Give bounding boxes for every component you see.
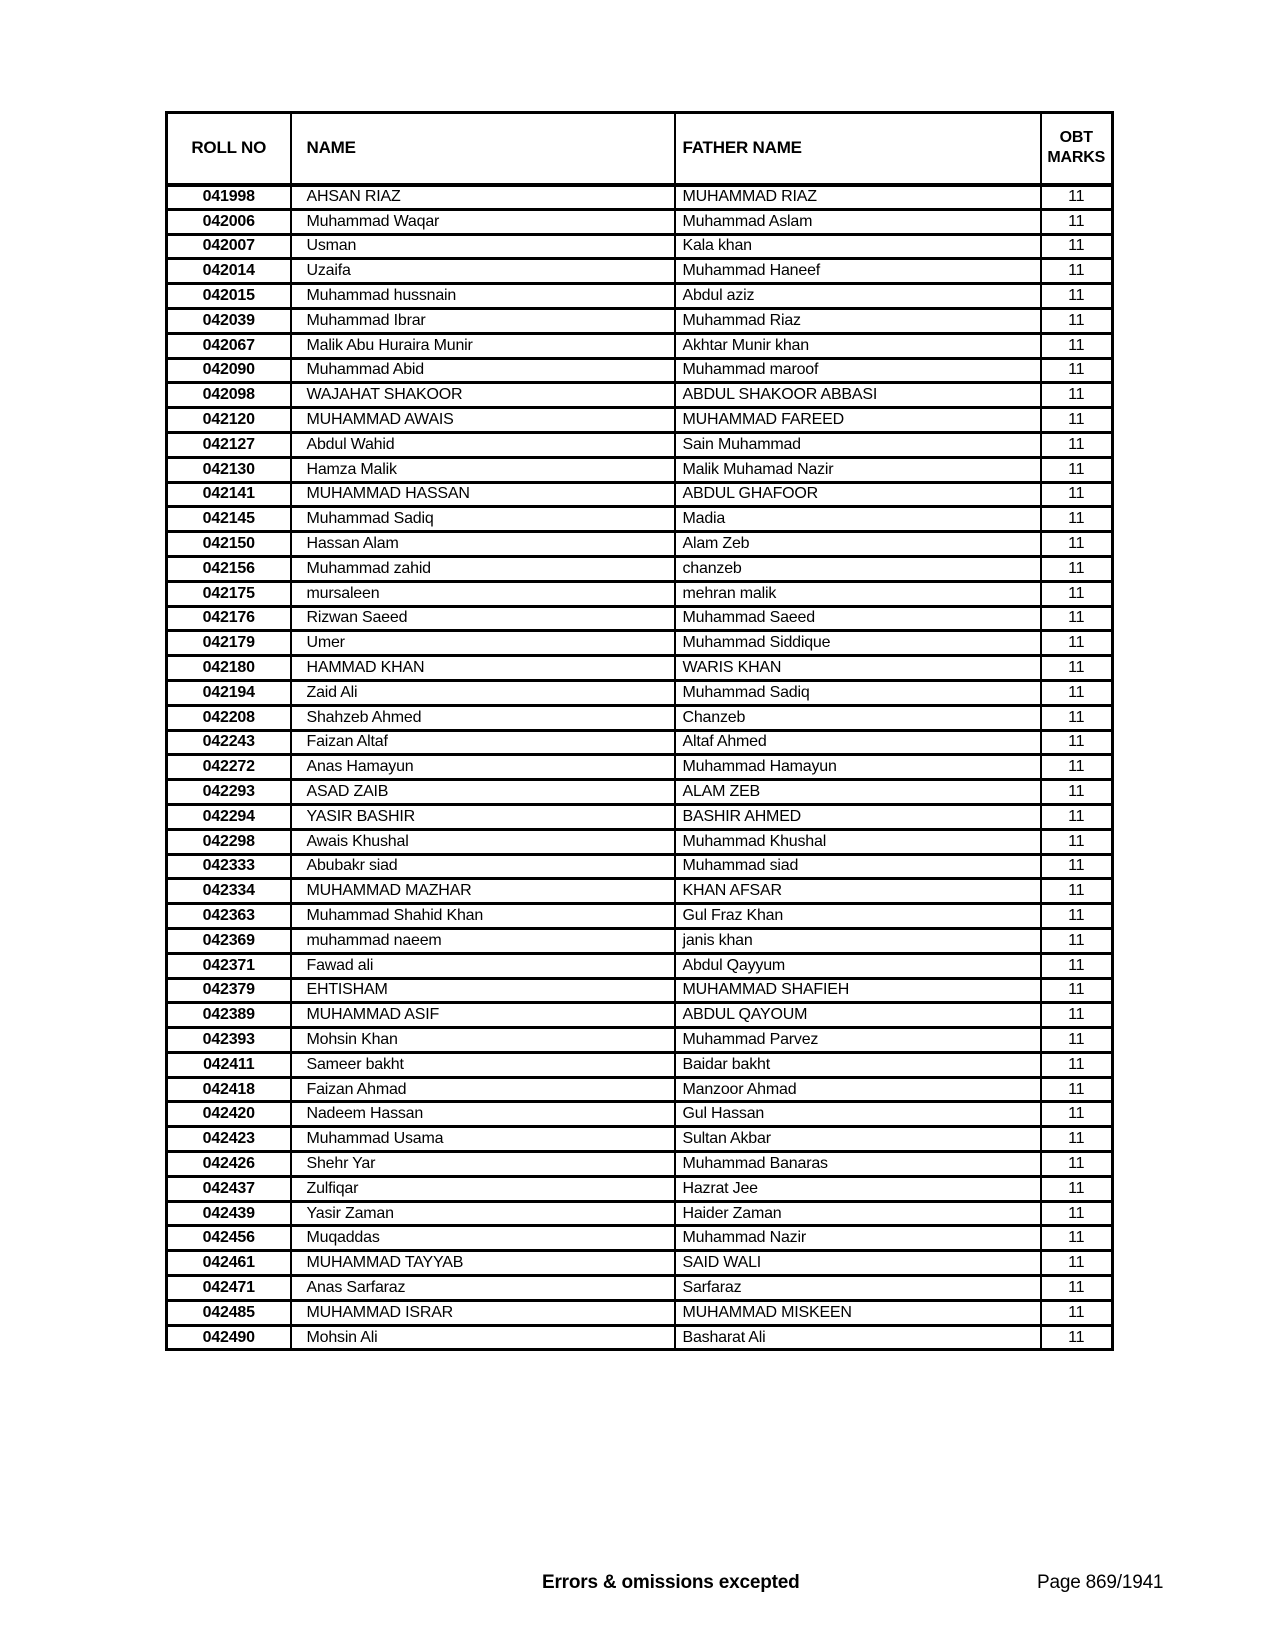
table-row <box>167 1201 1113 1226</box>
roll-no-cell: 042194 <box>167 680 291 705</box>
obt-marks-cell: 11 <box>1041 259 1113 284</box>
roll-no-cell: 042333 <box>167 854 291 879</box>
table-row <box>167 1028 1113 1053</box>
father-name-cell: MUHAMMAD RIAZ <box>675 185 1041 210</box>
roll-no-cell: 042369 <box>167 928 291 953</box>
roll-no-cell: 042176 <box>167 606 291 631</box>
table-row <box>167 358 1113 383</box>
father-name-cell: mehran malik <box>675 581 1041 606</box>
table-row <box>167 383 1113 408</box>
father-name-cell: Haider Zaman <box>675 1201 1041 1226</box>
obt-marks-cell: 11 <box>1041 730 1113 755</box>
obt-marks-cell: 11 <box>1041 829 1113 854</box>
name-cell: MUHAMMAD ASIF <box>291 1003 675 1028</box>
name-cell: Shahzeb Ahmed <box>291 705 675 730</box>
father-name-cell: SAID WALI <box>675 1251 1041 1276</box>
table-header <box>167 113 1113 185</box>
obt-marks-cell: 11 <box>1041 928 1113 953</box>
father-name-cell: Muhammad siad <box>675 854 1041 879</box>
name-cell: Muhammad Ibrar <box>291 308 675 333</box>
father-name-cell: chanzeb <box>675 556 1041 581</box>
table-row <box>167 1152 1113 1177</box>
obt-marks-cell: 11 <box>1041 953 1113 978</box>
obt-marks-cell: 11 <box>1041 383 1113 408</box>
name-cell: HAMMAD KHAN <box>291 656 675 681</box>
father-name-cell: Muhammad Aslam <box>675 209 1041 234</box>
table-row <box>167 928 1113 953</box>
obt-marks-cell: 11 <box>1041 1127 1113 1152</box>
table-row <box>167 457 1113 482</box>
roll-no-cell: 042423 <box>167 1127 291 1152</box>
obt-marks-cell: 11 <box>1041 1251 1113 1276</box>
obt-marks-cell: 11 <box>1041 457 1113 482</box>
table-row <box>167 1251 1113 1276</box>
obt-marks-cell: 11 <box>1041 1201 1113 1226</box>
roll-no-cell: 042363 <box>167 904 291 929</box>
table-row <box>167 829 1113 854</box>
table-row <box>167 755 1113 780</box>
header-name: NAME <box>291 113 675 185</box>
obt-marks-cell: 11 <box>1041 532 1113 557</box>
name-cell: MUHAMMAD HASSAN <box>291 482 675 507</box>
father-name-cell: KHAN AFSAR <box>675 879 1041 904</box>
header-obt-marks: OBT MARKS <box>1041 113 1113 185</box>
roll-no-cell: 042098 <box>167 383 291 408</box>
name-cell: Abdul Wahid <box>291 432 675 457</box>
obt-marks-cell: 11 <box>1041 631 1113 656</box>
obt-marks-cell: 11 <box>1041 1226 1113 1251</box>
father-name-cell: MUHAMMAD MISKEEN <box>675 1300 1041 1325</box>
name-cell: Sameer bakht <box>291 1052 675 1077</box>
roll-no-cell: 042439 <box>167 1201 291 1226</box>
father-name-cell: ABDUL QAYOUM <box>675 1003 1041 1028</box>
obt-marks-cell: 11 <box>1041 1003 1113 1028</box>
father-name-cell: Baidar bakht <box>675 1052 1041 1077</box>
name-cell: Muhammad Sadiq <box>291 507 675 532</box>
table-row <box>167 656 1113 681</box>
name-cell: MUHAMMAD AWAIS <box>291 408 675 433</box>
name-cell: WAJAHAT SHAKOOR <box>291 383 675 408</box>
roll-no-cell: 042130 <box>167 457 291 482</box>
roll-no-cell: 042272 <box>167 755 291 780</box>
table-row <box>167 259 1113 284</box>
obt-marks-cell: 11 <box>1041 333 1113 358</box>
table-row <box>167 556 1113 581</box>
name-cell: Fawad ali <box>291 953 675 978</box>
father-name-cell: Gul Hassan <box>675 1102 1041 1127</box>
table-row <box>167 904 1113 929</box>
name-cell: Usman <box>291 234 675 259</box>
obt-marks-cell: 11 <box>1041 482 1113 507</box>
roll-no-cell: 042293 <box>167 780 291 805</box>
obt-marks-cell: 11 <box>1041 755 1113 780</box>
roll-no-cell: 042490 <box>167 1325 291 1350</box>
roll-no-cell: 042015 <box>167 284 291 309</box>
roll-no-cell: 042420 <box>167 1102 291 1127</box>
name-cell: Muhammad Abid <box>291 358 675 383</box>
results-table <box>165 111 1114 1351</box>
table-row <box>167 705 1113 730</box>
father-name-cell: Muhammad Nazir <box>675 1226 1041 1251</box>
footer-note: Errors & omissions excepted <box>542 1572 800 1593</box>
father-name-cell: Kala khan <box>675 234 1041 259</box>
father-name-cell: Sultan Akbar <box>675 1127 1041 1152</box>
roll-no-cell: 042006 <box>167 209 291 234</box>
table-row <box>167 234 1113 259</box>
roll-no-cell: 042461 <box>167 1251 291 1276</box>
father-name-cell: Alam Zeb <box>675 532 1041 557</box>
roll-no-cell: 042141 <box>167 482 291 507</box>
roll-no-cell: 042039 <box>167 308 291 333</box>
roll-no-cell: 042389 <box>167 1003 291 1028</box>
obt-marks-cell: 11 <box>1041 284 1113 309</box>
name-cell: Uzaifa <box>291 259 675 284</box>
name-cell: muhammad naeem <box>291 928 675 953</box>
roll-no-cell: 042294 <box>167 804 291 829</box>
name-cell: Malik Abu Huraira Munir <box>291 333 675 358</box>
roll-no-cell: 042437 <box>167 1176 291 1201</box>
table-row <box>167 978 1113 1003</box>
father-name-cell: ABDUL SHAKOOR ABBASI <box>675 383 1041 408</box>
father-name-cell: MUHAMMAD FAREED <box>675 408 1041 433</box>
table-row <box>167 1127 1113 1152</box>
table-row <box>167 507 1113 532</box>
name-cell: YASIR BASHIR <box>291 804 675 829</box>
table-row <box>167 854 1113 879</box>
roll-no-cell: 042485 <box>167 1300 291 1325</box>
results-table-body <box>167 185 1113 1350</box>
roll-no-cell: 042393 <box>167 1028 291 1053</box>
father-name-cell: ALAM ZEB <box>675 780 1041 805</box>
name-cell: Muhammad Shahid Khan <box>291 904 675 929</box>
obt-marks-cell: 11 <box>1041 1176 1113 1201</box>
roll-no-cell: 042411 <box>167 1052 291 1077</box>
table-row <box>167 1300 1113 1325</box>
table-row <box>167 209 1113 234</box>
obt-marks-cell: 11 <box>1041 1276 1113 1301</box>
table-row <box>167 730 1113 755</box>
name-cell: Muqaddas <box>291 1226 675 1251</box>
name-cell: MUHAMMAD TAYYAB <box>291 1251 675 1276</box>
name-cell: Mohsin Khan <box>291 1028 675 1053</box>
roll-no-cell: 042150 <box>167 532 291 557</box>
father-name-cell: Abdul aziz <box>675 284 1041 309</box>
roll-no-cell: 042007 <box>167 234 291 259</box>
father-name-cell: Muhammad maroof <box>675 358 1041 383</box>
table-row <box>167 432 1113 457</box>
father-name-cell: Muhammad Haneef <box>675 259 1041 284</box>
obt-marks-cell: 11 <box>1041 804 1113 829</box>
father-name-cell: Altaf Ahmed <box>675 730 1041 755</box>
obt-marks-cell: 11 <box>1041 1052 1113 1077</box>
obt-marks-cell: 11 <box>1041 408 1113 433</box>
roll-no-cell: 041998 <box>167 185 291 210</box>
table-row <box>167 780 1113 805</box>
table-row <box>167 804 1113 829</box>
name-cell: Abubakr siad <box>291 854 675 879</box>
father-name-cell: Madia <box>675 507 1041 532</box>
obt-marks-cell: 11 <box>1041 978 1113 1003</box>
father-name-cell: Muhammad Banaras <box>675 1152 1041 1177</box>
father-name-cell: Gul Fraz Khan <box>675 904 1041 929</box>
obt-marks-cell: 11 <box>1041 185 1113 210</box>
father-name-cell: MUHAMMAD SHAFIEH <box>675 978 1041 1003</box>
father-name-cell: BASHIR AHMED <box>675 804 1041 829</box>
father-name-cell: Abdul Qayyum <box>675 953 1041 978</box>
table-row <box>167 1226 1113 1251</box>
roll-no-cell: 042145 <box>167 507 291 532</box>
roll-no-cell: 042179 <box>167 631 291 656</box>
father-name-cell: Hazrat Jee <box>675 1176 1041 1201</box>
roll-no-cell: 042156 <box>167 556 291 581</box>
table-row <box>167 1052 1113 1077</box>
father-name-cell: Chanzeb <box>675 705 1041 730</box>
header-father-name: FATHER NAME <box>675 113 1041 185</box>
roll-no-cell: 042426 <box>167 1152 291 1177</box>
table-row <box>167 1325 1113 1350</box>
father-name-cell: Sain Muhammad <box>675 432 1041 457</box>
name-cell: Faizan Altaf <box>291 730 675 755</box>
father-name-cell: Muhammad Parvez <box>675 1028 1041 1053</box>
name-cell: MUHAMMAD ISRAR <box>291 1300 675 1325</box>
table-row <box>167 482 1113 507</box>
name-cell: Zulfiqar <box>291 1176 675 1201</box>
obt-marks-cell: 11 <box>1041 1152 1113 1177</box>
roll-no-cell: 042334 <box>167 879 291 904</box>
father-name-cell: Akhtar Munir khan <box>675 333 1041 358</box>
name-cell: Hamza Malik <box>291 457 675 482</box>
name-cell: mursaleen <box>291 581 675 606</box>
father-name-cell: Muhammad Hamayun <box>675 755 1041 780</box>
footer-page-number: Page 869/1941 <box>1037 1572 1164 1593</box>
obt-marks-cell: 11 <box>1041 680 1113 705</box>
obt-marks-cell: 11 <box>1041 1028 1113 1053</box>
name-cell: Yasir Zaman <box>291 1201 675 1226</box>
name-cell: Anas Hamayun <box>291 755 675 780</box>
roll-no-cell: 042127 <box>167 432 291 457</box>
father-name-cell: janis khan <box>675 928 1041 953</box>
father-name-cell: WARIS KHAN <box>675 656 1041 681</box>
table-row <box>167 1276 1113 1301</box>
table-row <box>167 1077 1113 1102</box>
father-name-cell: Muhammad Sadiq <box>675 680 1041 705</box>
name-cell: Muhammad zahid <box>291 556 675 581</box>
roll-no-cell: 042175 <box>167 581 291 606</box>
table-row <box>167 408 1113 433</box>
name-cell: Zaid Ali <box>291 680 675 705</box>
obt-marks-cell: 11 <box>1041 1325 1113 1350</box>
roll-no-cell: 042471 <box>167 1276 291 1301</box>
table-row <box>167 1003 1113 1028</box>
table-row <box>167 1176 1113 1201</box>
obt-marks-cell: 11 <box>1041 308 1113 333</box>
name-cell: MUHAMMAD MAZHAR <box>291 879 675 904</box>
father-name-cell: Manzoor Ahmad <box>675 1077 1041 1102</box>
obt-marks-cell: 11 <box>1041 1300 1113 1325</box>
obt-marks-cell: 11 <box>1041 507 1113 532</box>
table-row <box>167 284 1113 309</box>
obt-marks-cell: 11 <box>1041 209 1113 234</box>
roll-no-cell: 042418 <box>167 1077 291 1102</box>
roll-no-cell: 042208 <box>167 705 291 730</box>
name-cell: Hassan Alam <box>291 532 675 557</box>
table-row <box>167 532 1113 557</box>
obt-marks-cell: 11 <box>1041 606 1113 631</box>
name-cell: ASAD ZAIB <box>291 780 675 805</box>
name-cell: Nadeem Hassan <box>291 1102 675 1127</box>
name-cell: Anas Sarfaraz <box>291 1276 675 1301</box>
table-row <box>167 185 1113 210</box>
table-row <box>167 879 1113 904</box>
father-name-cell: Muhammad Saeed <box>675 606 1041 631</box>
table-row <box>167 606 1113 631</box>
name-cell: Rizwan Saeed <box>291 606 675 631</box>
obt-marks-cell: 11 <box>1041 656 1113 681</box>
roll-no-cell: 042456 <box>167 1226 291 1251</box>
roll-no-cell: 042014 <box>167 259 291 284</box>
table-row <box>167 1102 1113 1127</box>
obt-marks-cell: 11 <box>1041 432 1113 457</box>
table-row <box>167 631 1113 656</box>
obt-marks-cell: 11 <box>1041 705 1113 730</box>
obt-marks-cell: 11 <box>1041 556 1113 581</box>
father-name-cell: Muhammad Riaz <box>675 308 1041 333</box>
father-name-cell: Basharat Ali <box>675 1325 1041 1350</box>
header-roll-no: ROLL NO <box>167 113 291 185</box>
father-name-cell: Muhammad Khushal <box>675 829 1041 854</box>
name-cell: Mohsin Ali <box>291 1325 675 1350</box>
obt-marks-cell: 11 <box>1041 358 1113 383</box>
name-cell: Awais Khushal <box>291 829 675 854</box>
table-header-row <box>167 113 1113 185</box>
obt-marks-cell: 11 <box>1041 904 1113 929</box>
table-row <box>167 308 1113 333</box>
roll-no-cell: 042120 <box>167 408 291 433</box>
name-cell: EHTISHAM <box>291 978 675 1003</box>
roll-no-cell: 042090 <box>167 358 291 383</box>
name-cell: AHSAN RIAZ <box>291 185 675 210</box>
table-row <box>167 333 1113 358</box>
obt-marks-cell: 11 <box>1041 1102 1113 1127</box>
obt-marks-cell: 11 <box>1041 1077 1113 1102</box>
name-cell: Muhammad Waqar <box>291 209 675 234</box>
father-name-cell: ABDUL GHAFOOR <box>675 482 1041 507</box>
roll-no-cell: 042379 <box>167 978 291 1003</box>
roll-no-cell: 042371 <box>167 953 291 978</box>
father-name-cell: Sarfaraz <box>675 1276 1041 1301</box>
table-row <box>167 680 1113 705</box>
obt-marks-cell: 11 <box>1041 581 1113 606</box>
roll-no-cell: 042180 <box>167 656 291 681</box>
roll-no-cell: 042243 <box>167 730 291 755</box>
name-cell: Faizan Ahmad <box>291 1077 675 1102</box>
obt-marks-cell: 11 <box>1041 879 1113 904</box>
obt-marks-cell: 11 <box>1041 780 1113 805</box>
father-name-cell: Malik Muhamad Nazir <box>675 457 1041 482</box>
name-cell: Shehr Yar <box>291 1152 675 1177</box>
table-row <box>167 581 1113 606</box>
table-row <box>167 953 1113 978</box>
obt-marks-cell: 11 <box>1041 234 1113 259</box>
name-cell: Muhammad Usama <box>291 1127 675 1152</box>
name-cell: Muhammad hussnain <box>291 284 675 309</box>
father-name-cell: Muhammad Siddique <box>675 631 1041 656</box>
roll-no-cell: 042067 <box>167 333 291 358</box>
roll-no-cell: 042298 <box>167 829 291 854</box>
name-cell: Umer <box>291 631 675 656</box>
obt-marks-cell: 11 <box>1041 854 1113 879</box>
